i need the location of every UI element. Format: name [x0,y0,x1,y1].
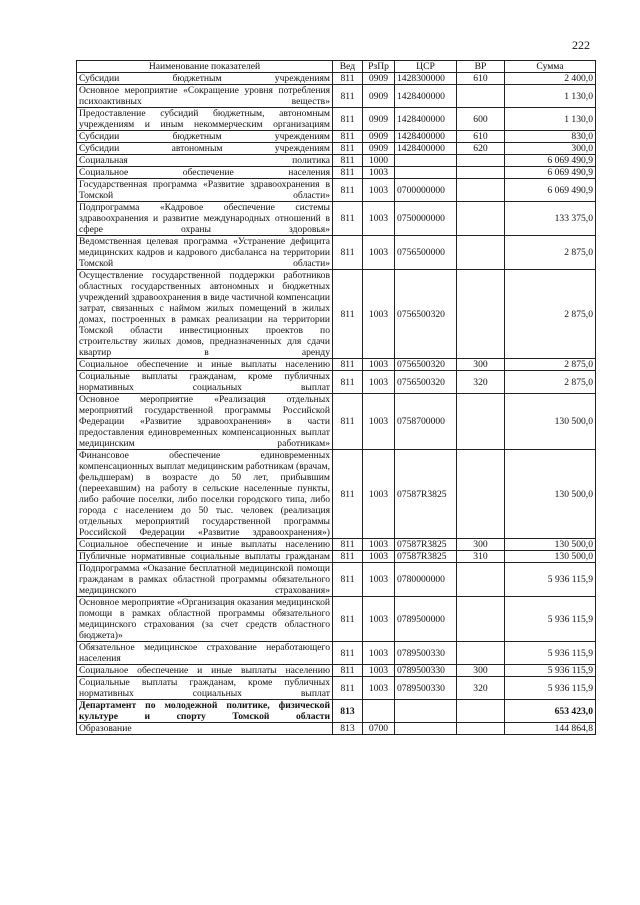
table-row [77,236,596,270]
cell-vr: 320 [457,677,505,700]
cell-sum: 1 130,0 [505,108,596,131]
cell-ved: 811 [333,539,363,551]
cell-csr: 07587R3825 [395,539,457,551]
cell-ved: 811 [333,270,363,359]
table-row [77,359,596,371]
cell-vr: 320 [457,371,505,394]
cell-name: Публичные нормативные социальные выплаты гражданам [77,551,333,563]
cell-ved: 811 [333,143,363,155]
cell-vr [457,597,505,642]
cell-ved: 811 [333,371,363,394]
cell-rzpr [363,700,395,723]
cell-sum: 5 936 115,9 [505,563,596,597]
cell-ved: 811 [333,642,363,665]
cell-rzpr: 0909 [363,73,395,85]
cell-rzpr: 0909 [363,143,395,155]
cell-csr: 1428300000 [395,73,457,85]
cell-sum: 300,0 [505,143,596,155]
cell-csr: 0789500330 [395,665,457,677]
table-row [77,700,596,723]
cell-sum: 130 500,0 [505,450,596,539]
cell-sum: 1 130,0 [505,85,596,108]
cell-csr: 1428400000 [395,85,457,108]
cell-name: Социальное обеспечение и иные выплаты населению [77,359,333,371]
cell-csr: 1428400000 [395,131,457,143]
cell-rzpr: 1003 [363,551,395,563]
cell-vr: 600 [457,108,505,131]
table-row [77,597,596,642]
cell-rzpr: 1003 [363,665,395,677]
cell-rzpr: 1003 [363,270,395,359]
cell-name: Предоставление субсидий бюджетным, автономным учреждениям и иным некоммерческим организациям [77,108,333,131]
budget-table [76,60,596,735]
cell-ved: 811 [333,563,363,597]
cell-vr: 300 [457,539,505,551]
cell-name: Департамент по молодежной политике, физической культуре и спорту Томской области [77,700,333,723]
cell-csr: 0789500000 [395,597,457,642]
cell-vr [457,236,505,270]
table-body [77,73,596,735]
cell-name: Подпрограмма «Оказание бесплатной медицинской помощи гражданам в рамках областной программы обязательного медицинского страхования» [77,563,333,597]
cell-name: Социальные выплаты гражданам, кроме публичных нормативных социальных выплат [77,677,333,700]
header-csr: ЦСР [395,61,457,73]
cell-vr [457,155,505,167]
cell-sum: 2 400,0 [505,73,596,85]
table-row [77,677,596,700]
table-row [77,665,596,677]
cell-ved: 811 [333,665,363,677]
table-row [77,202,596,236]
cell-sum: 6 069 490,9 [505,167,596,179]
cell-name: Основное мероприятие «Реализация отдельных мероприятий государственной программы Российской Федерации «Развитие здравоохранения» в части предоставления единовременных компенсационных выплат медицинским работникам» [77,394,333,450]
table-row [77,85,596,108]
cell-rzpr: 1003 [363,359,395,371]
cell-rzpr: 1003 [363,677,395,700]
cell-rzpr: 1003 [363,597,395,642]
cell-ved: 811 [333,359,363,371]
cell-rzpr: 1003 [363,371,395,394]
cell-rzpr: 1003 [363,450,395,539]
cell-rzpr: 1003 [363,642,395,665]
cell-name: Государственная программа «Развитие здравоохранения в Томской области» [77,179,333,202]
cell-csr: 0780000000 [395,563,457,597]
cell-ved: 811 [333,108,363,131]
cell-sum: 2 875,0 [505,236,596,270]
table-row [77,131,596,143]
cell-sum: 2 875,0 [505,270,596,359]
table-row [77,143,596,155]
cell-csr: 07587R3825 [395,551,457,563]
cell-sum: 5 936 115,9 [505,597,596,642]
cell-name: Осуществление государственной поддержки работников областных государственных автономных и бюджетных учреждений здравоохранения в виде частичной компенсации затрат, связанных с наймом жилых помещений в жилых домах, построенных в рамках реализации на территории Томской области инвестиционных проектов по строительству жилых домов, предназначенных для сдачи квартир в аренду [77,270,333,359]
cell-csr: 0756500320 [395,371,457,394]
table-row [77,539,596,551]
cell-rzpr: 1003 [363,539,395,551]
cell-ved: 811 [333,155,363,167]
cell-csr: 0700000000 [395,179,457,202]
cell-vr [457,563,505,597]
cell-name: Социальное обеспечение и иные выплаты населению [77,665,333,677]
cell-rzpr: 0909 [363,108,395,131]
cell-ved: 811 [333,394,363,450]
header-sum: Сумма [505,61,596,73]
cell-vr [457,179,505,202]
cell-csr: 07587R3825 [395,450,457,539]
cell-ved: 811 [333,551,363,563]
header-name: Наименование показателей [77,61,333,73]
table-row [77,73,596,85]
cell-ved: 813 [333,700,363,723]
table-row [77,563,596,597]
cell-sum: 144 864,8 [505,723,596,735]
cell-csr [395,155,457,167]
table-row [77,642,596,665]
cell-csr: 0789500330 [395,642,457,665]
cell-vr: 610 [457,73,505,85]
cell-sum: 5 936 115,9 [505,677,596,700]
table-row [77,167,596,179]
cell-csr: 0756500000 [395,236,457,270]
cell-name: Финансовое обеспечение единовременных компенсационных выплат медицинским работникам (врачам, фельдшерам) в возрасте до 50 лет, прибывшим (переехавшим) на работу в сельские населенные пункты, либо рабочие поселки, либо поселки городского типа, либо города с населением до 50 тыс. человек (реализация отдельных мероприятий государственной программы Российской Федерации «Развитие здравоохранения») [77,450,333,539]
cell-csr [395,167,457,179]
cell-ved: 811 [333,85,363,108]
cell-name: Социальное обеспечение и иные выплаты населению [77,539,333,551]
table-row [77,723,596,735]
cell-sum: 6 069 490,9 [505,179,596,202]
table-row [77,450,596,539]
cell-name: Субсидии бюджетным учреждениям [77,73,333,85]
table-row [77,551,596,563]
cell-name: Основное мероприятие «Организация оказания медицинской помощи в рамках областной программы обязательного медицинского страхования (за счет средств областного бюджета)» [77,597,333,642]
table-row [77,179,596,202]
cell-sum: 830,0 [505,131,596,143]
cell-ved: 811 [333,597,363,642]
cell-vr [457,700,505,723]
cell-name: Ведомственная целевая программа «Устранение дефицита медицинских кадров и кадрового дисбаланса на территории Томской области» [77,236,333,270]
cell-sum: 2 875,0 [505,371,596,394]
cell-rzpr: 1003 [363,167,395,179]
cell-vr [457,450,505,539]
cell-sum: 130 500,0 [505,539,596,551]
cell-vr: 310 [457,551,505,563]
cell-rzpr: 1003 [363,236,395,270]
cell-vr: 300 [457,665,505,677]
cell-vr [457,723,505,735]
cell-sum: 5 936 115,9 [505,665,596,677]
cell-rzpr: 0700 [363,723,395,735]
cell-sum: 5 936 115,9 [505,642,596,665]
cell-sum: 2 875,0 [505,359,596,371]
cell-csr: 1428400000 [395,143,457,155]
cell-vr [457,202,505,236]
cell-rzpr: 1003 [363,179,395,202]
cell-ved: 811 [333,236,363,270]
cell-csr: 0789500330 [395,677,457,700]
cell-ved: 811 [333,202,363,236]
page-number: 222 [572,38,590,52]
cell-name: Субсидии бюджетным учреждениям [77,131,333,143]
cell-ved: 811 [333,131,363,143]
cell-vr [457,270,505,359]
cell-rzpr: 1003 [363,394,395,450]
header-rzpr: РзПр [363,61,395,73]
cell-csr: 0756500320 [395,270,457,359]
cell-sum: 133 375,0 [505,202,596,236]
cell-name: Подпрограмма «Кадровое обеспечение системы здравоохранения и развитие международных отношений в сфере охраны здоровья» [77,202,333,236]
cell-sum: 6 069 490,9 [505,155,596,167]
cell-rzpr: 0909 [363,131,395,143]
cell-csr: 0750000000 [395,202,457,236]
cell-csr: 0756500320 [395,359,457,371]
table-row [77,371,596,394]
cell-name: Основное мероприятие «Сокращение уровня потребления психоактивных веществ» [77,85,333,108]
cell-ved: 813 [333,723,363,735]
cell-name: Обязательное медицинское страхование неработающего населения [77,642,333,665]
cell-name: Социальная политика [77,155,333,167]
cell-vr: 300 [457,359,505,371]
cell-vr [457,394,505,450]
cell-vr [457,642,505,665]
cell-ved: 811 [333,179,363,202]
cell-csr: 1428400000 [395,108,457,131]
table-header-row [77,61,596,73]
cell-name: Субсидии автономным учреждениям [77,143,333,155]
table-row [77,270,596,359]
cell-rzpr: 1003 [363,563,395,597]
cell-vr: 620 [457,143,505,155]
cell-rzpr: 1003 [363,202,395,236]
cell-rzpr: 1000 [363,155,395,167]
cell-csr: 0758700000 [395,394,457,450]
cell-name: Образование [77,723,333,735]
cell-ved: 811 [333,167,363,179]
cell-ved: 811 [333,677,363,700]
cell-name: Социальное обеспечение населения [77,167,333,179]
header-ved: Вед [333,61,363,73]
header-vr: ВР [457,61,505,73]
table-row [77,155,596,167]
cell-sum: 130 500,0 [505,394,596,450]
cell-sum: 130 500,0 [505,551,596,563]
cell-vr: 610 [457,131,505,143]
cell-vr [457,85,505,108]
cell-name: Социальные выплаты гражданам, кроме публичных нормативных социальных выплат [77,371,333,394]
table-row [77,394,596,450]
cell-ved: 811 [333,450,363,539]
cell-rzpr: 0909 [363,85,395,108]
cell-csr [395,723,457,735]
cell-csr [395,700,457,723]
table-row [77,108,596,131]
cell-sum: 653 423,0 [505,700,596,723]
cell-ved: 811 [333,73,363,85]
cell-vr [457,167,505,179]
